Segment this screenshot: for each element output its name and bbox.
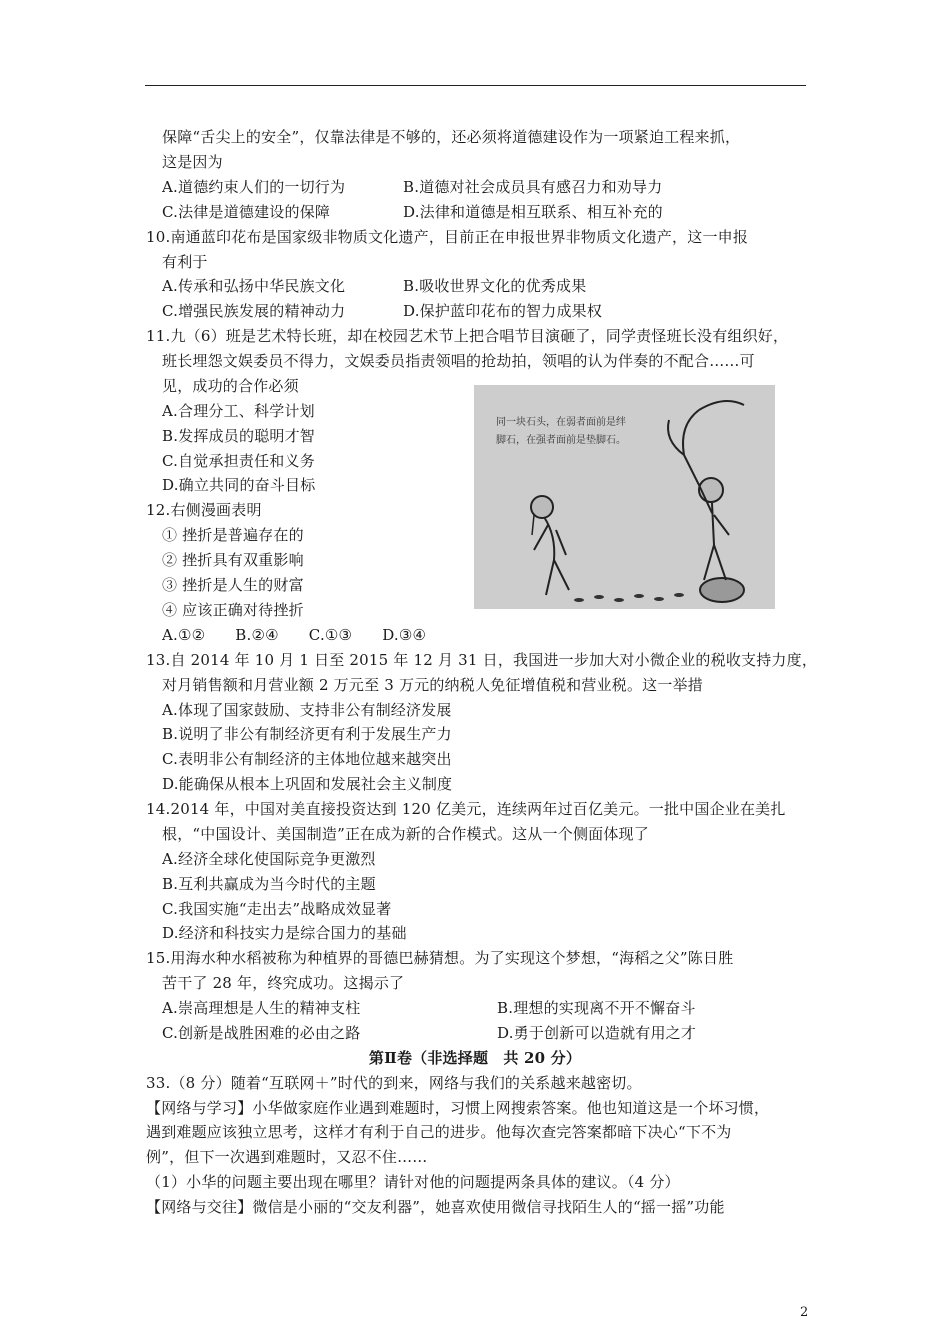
q9-option-c: C.法律是道德建设的保障 xyxy=(162,203,331,221)
q11-option-b: B.发挥成员的聪明才智 xyxy=(162,427,315,445)
q33-stem: 33.（8 分）随着“互联网＋”时代的到来，网络与我们的关系越来越密切。 xyxy=(146,1074,642,1092)
cartoon-caption-line2: 脚石，在强者面前是垫脚石。 xyxy=(496,435,626,446)
q33-social-para-line1: 【网络与交往】微信是小丽的“交友利器”，她喜欢使用微信寻找陌生人的“摇一摇”功能 xyxy=(146,1198,725,1216)
q10-option-d: D.保护蓝印花布的智力成果权 xyxy=(403,302,603,320)
q11-option-d: D.确立共同的奋斗目标 xyxy=(162,476,316,494)
q12-option-c: C.①③ xyxy=(308,626,353,644)
q13-option-b: B.说明了非公有制经济更有利于发展生产力 xyxy=(162,725,452,743)
q13-stem-line1: 13.自 2014 年 10 月 1 日至 2015 年 12 月 31 日，我国进一步加大对小微企业的税收支持力度， xyxy=(146,651,818,669)
q13-option-d: D.能确保从根本上巩固和发展社会主义制度 xyxy=(162,775,453,793)
q10-option-c: C.增强民族发展的精神动力 xyxy=(162,302,346,320)
q13-option-c: C.表明非公有制经济的主体地位越来越突出 xyxy=(162,750,452,768)
header-rule xyxy=(145,85,806,86)
q15-option-c: C.创新是战胜困难的必由之路 xyxy=(162,1024,361,1042)
q13-option-a: A.体现了国家鼓励、支持非公有制经济发展 xyxy=(162,701,452,719)
q14-option-a: A.经济全球化使国际竞争更激烈 xyxy=(162,850,376,868)
cartoon-caption-line1: 同一块石头，在弱者面前是绊 xyxy=(496,417,626,428)
q9-stem-line1: 保障“舌尖上的安全”，仅靠法律是不够的，还必须将道德建设作为一项紧迫工程来抓， xyxy=(162,128,741,146)
q12-statement-4: ④ 应该正确对待挫折 xyxy=(162,601,304,619)
q10-stem-line1: 10.南通蓝印花布是国家级非物质文化遗产，目前正在申报世界非物质文化遗产，这一申报 xyxy=(146,228,749,246)
q12-option-b: B.②④ xyxy=(235,626,279,644)
q14-option-d: D.经济和科技实力是综合国力的基础 xyxy=(162,924,407,942)
q12-option-d: D.③④ xyxy=(382,626,427,644)
q12-statement-3: ③ 挫折是人生的财富 xyxy=(162,576,304,594)
q11-option-c: C.自觉承担责任和义务 xyxy=(162,452,315,470)
q15-option-d: D.勇于创新可以造就有用之才 xyxy=(497,1024,697,1042)
q33-learning-para-line2: 遇到难题应该独立思考，这样才有利于自己的进步。他每次查完答案都暗下决心“下不为 xyxy=(146,1123,732,1141)
q12-option-a: A.①② xyxy=(162,626,206,644)
q9-option-d: D.法律和道德是相互联系、相互补充的 xyxy=(403,203,663,221)
q33-learning-para-line1: 【网络与学习】小华做家庭作业遇到难题时，习惯上网搜索答案。他也知道这是一个坏习惯， xyxy=(146,1099,770,1117)
q9-option-a: A.道德约束人们的一切行为 xyxy=(162,178,346,196)
q15-option-a: A.崇高理想是人生的精神支柱 xyxy=(162,999,361,1017)
q12-stem: 12.右侧漫画表明 xyxy=(146,501,262,519)
q10-option-a: A.传承和弘扬中华民族文化 xyxy=(162,277,346,295)
q11-stem-line2: 班长埋怨文娱委员不得力，文娱委员指责领唱的抢劫拍，领唱的认为伴奏的不配合……可 xyxy=(162,352,755,370)
cartoon-illustration xyxy=(474,385,775,609)
q15-stem-line1: 15.用海水种水稻被称为种植界的哥德巴赫猜想。为了实现这个梦想，“海稻之父”陈日胜 xyxy=(146,949,734,967)
q13-stem-line2: 对月销售额和月营业额 2 万元至 3 万元的纳税人免征增值税和营业税。这一举措 xyxy=(162,676,703,694)
q9-stem-line2: 这是因为 xyxy=(162,153,223,171)
q12-statement-2: ② 挫折具有双重影响 xyxy=(162,551,304,569)
section-2-title: 第Ⅱ卷（非选择题 共 20 分） xyxy=(368,1049,582,1067)
q14-option-b: B.互利共赢成为当今时代的主题 xyxy=(162,875,376,893)
q12-statement-1: ① 挫折是普遍存在的 xyxy=(162,526,304,544)
q11-stem-line1: 11.九（6）班是艺术特长班，却在校园艺术节上把合唱节目演砸了，同学责怪班长没有组织好， xyxy=(146,327,789,345)
q10-option-b: B.吸收世界文化的优秀成果 xyxy=(403,277,587,295)
q14-stem-line1: 14.2014 年，中国对美直接投资达到 120 亿美元，连续两年过百亿美元。一批中国企业在美扎 xyxy=(146,800,786,818)
q11-stem-line3: 见，成功的合作必须 xyxy=(162,377,299,395)
q14-stem-line2: 根，“中国设计、美国制造”正在成为新的合作模式。这从一个侧面体现了 xyxy=(162,825,649,843)
q33-subquestion-1: （1）小华的问题主要出现在哪里？请针对他的问题提两条具体的建议。（4 分） xyxy=(146,1173,680,1191)
page-number: 2 xyxy=(800,1305,809,1320)
q33-learning-para-line3: 例”，但下一次遇到难题时，又忍不住…… xyxy=(146,1148,428,1166)
q15-stem-line2: 苦干了 28 年，终究成功。这揭示了 xyxy=(162,974,405,992)
q12-options xyxy=(162,625,456,645)
q11-option-a: A.合理分工、科学计划 xyxy=(162,402,315,420)
q15-option-b: B.理想的实现离不开不懈奋斗 xyxy=(497,999,696,1017)
q14-option-c: C.我国实施“走出去”战略成效显著 xyxy=(162,900,392,918)
q9-option-b: B.道德对社会成员具有感召力和劝导力 xyxy=(403,178,663,196)
q10-stem-line2: 有利于 xyxy=(162,253,208,271)
